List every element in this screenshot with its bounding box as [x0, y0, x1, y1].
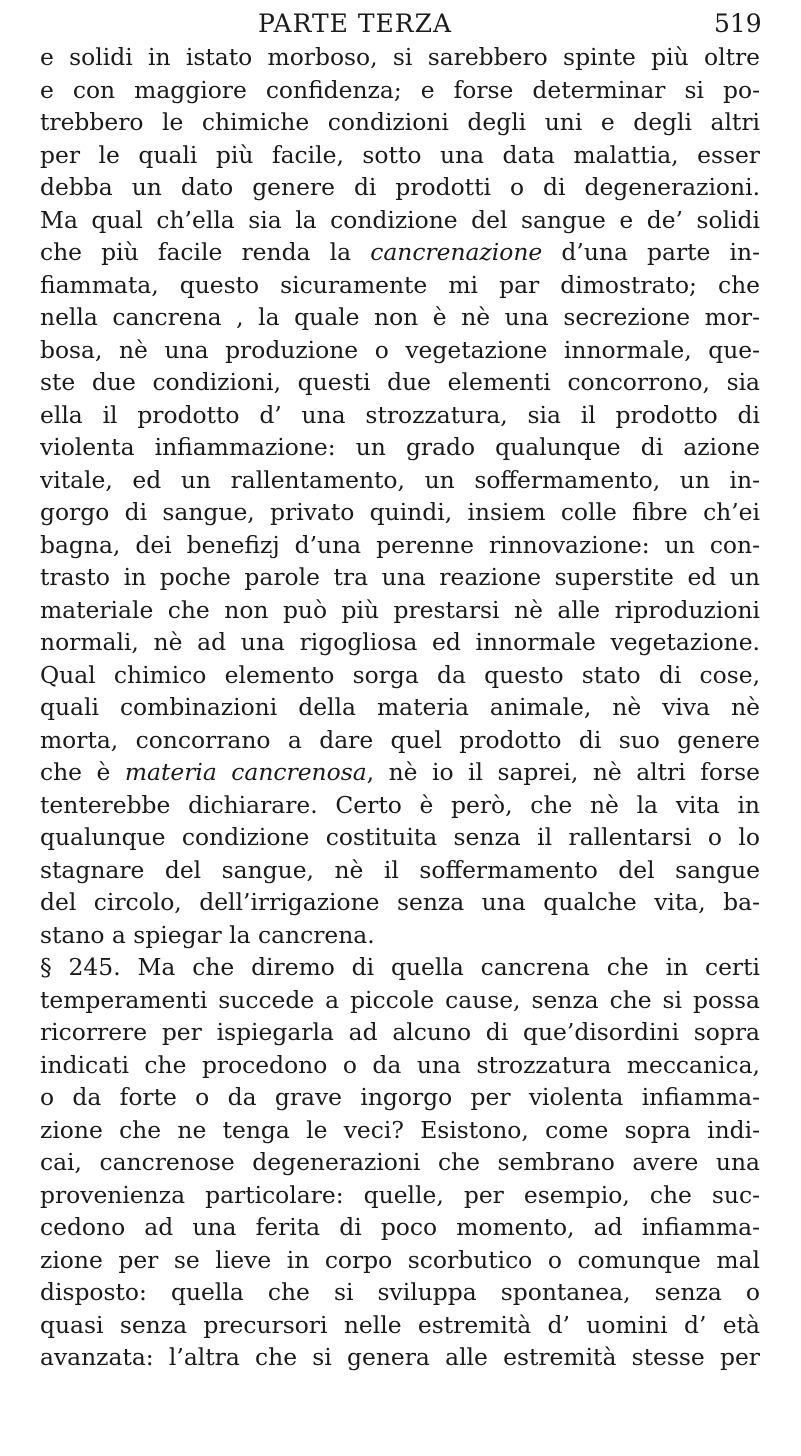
text-segment: trasto in poche parole tra una reazione superstite ed un — [40, 563, 760, 591]
text-line — [40, 854, 760, 887]
text-segment: zione che ne tenga le veci? Esistono, come sopra indi- — [40, 1115, 760, 1144]
text-line — [40, 269, 760, 302]
text-segment: vitale, ed un rallentamento, un soffermamento, un in- — [40, 465, 760, 494]
text-segment: qualunque condizione costituita senza il rallentarsi o lo — [40, 823, 760, 851]
text-line — [40, 74, 760, 107]
text-line — [40, 626, 760, 659]
text-segment: bosa, nè una produzione o vegetazione innormale, que- — [40, 335, 760, 364]
text-line — [40, 1081, 760, 1114]
page-number: 519 — [714, 9, 762, 38]
text-line — [40, 366, 760, 399]
italic-term: cancrenazione — [370, 238, 543, 266]
text-line — [40, 984, 760, 1017]
text-line — [40, 1341, 760, 1374]
text-segment: violenta infiammazione: un grado qualunque di azione — [40, 433, 760, 461]
text-line — [40, 106, 760, 139]
page-header — [0, 6, 801, 42]
text-line — [40, 1211, 760, 1244]
text-line — [40, 919, 760, 952]
text-line — [40, 431, 760, 464]
text-segment: § 245. Ma che diremo di quella cancrena che in certi — [40, 953, 760, 981]
text-line — [40, 529, 760, 562]
text-segment: disposto: quella che si sviluppa spontanea, senza o — [40, 1278, 760, 1306]
text-line — [40, 886, 760, 919]
text-segment: o da forte o da grave ingorgo per violenta infiamma- — [40, 1083, 760, 1111]
text-segment: del circolo, dell’irrigazione senza una qualche vita, ba- — [40, 888, 760, 916]
text-segment: ella il prodotto d’ una strozzatura, sia il prodotto di — [40, 400, 760, 429]
text-line — [40, 139, 760, 172]
text-segment: bagna, dei benefizj d’una perenne rinnovazione: un con- — [40, 530, 760, 559]
text-line — [40, 659, 760, 692]
text-line — [40, 41, 760, 74]
text-segment: provenienza particolare: quelle, per esempio, che suc- — [40, 1180, 760, 1209]
text-segment: morta, concorrano a dare quel prodotto di suo genere — [40, 725, 760, 754]
text-line — [40, 691, 760, 724]
text-line — [40, 204, 760, 237]
text-segment: e solidi in istato morboso, si sarebbero spinte più oltre — [40, 43, 760, 71]
text-line — [40, 1276, 760, 1309]
text-segment: Ma qual ch’ella sia la condizione del sangue e de’ solidi — [40, 205, 760, 234]
text-segment: gorgo di sangue, privato quindi, insiem colle fibre ch’ei — [40, 498, 760, 526]
text-segment: che è — [40, 758, 125, 786]
text-segment: zione per se lieve in corpo scorbutico o comunque mal — [40, 1245, 760, 1274]
text-segment: normali, nè ad una rigogliosa ed innormale vegetazione. — [40, 628, 760, 656]
text-segment: cai, cancrenose degenerazioni che sembrano avere una — [40, 1148, 760, 1176]
text-segment: nella cancrena , la quale non è nè una secrezione mor- — [40, 303, 760, 331]
text-line — [40, 594, 760, 627]
text-segment: e con maggiore confidenza; e forse determinar si po- — [40, 75, 760, 104]
text-segment: stagnare del sangue, nè il soffermamento del sangue — [40, 855, 760, 884]
text-segment: per le quali più facile, sotto una data malattia, esser — [40, 140, 760, 169]
text-line — [40, 464, 760, 497]
text-segment: avanzata: l’altra che si genera alle estremità stesse per — [40, 1343, 760, 1371]
text-line — [40, 1179, 760, 1212]
text-segment: debba un dato genere di prodotti o di degenerazioni. — [40, 173, 760, 201]
text-segment: quali combinazioni della materia animale, nè viva nè — [40, 693, 760, 721]
body-text — [40, 41, 760, 1374]
text-segment: d’una parte in- — [542, 238, 760, 266]
italic-term: materia cancrenosa — [124, 758, 367, 786]
text-line — [40, 496, 760, 529]
text-segment: indicati che procedono o da una strozzatura meccanica, — [40, 1050, 760, 1079]
text-line — [40, 1016, 760, 1049]
text-line — [40, 1049, 760, 1082]
text-line — [40, 399, 760, 432]
text-line — [40, 171, 760, 204]
text-segment: ricorrere per ispiegarla ad alcuno di que’disordini sopra — [40, 1018, 760, 1046]
text-segment: , nè io il saprei, nè altri forse — [366, 758, 760, 786]
text-segment: materiale che non può più prestarsi nè alle riproduzioni — [40, 595, 760, 624]
text-segment: che più facile renda la — [40, 238, 371, 266]
text-line — [40, 1309, 760, 1342]
text-segment: trebbero le chimiche condizioni degli uni e degli altri — [40, 108, 760, 136]
text-segment: quasi senza precursori nelle estremità d’ uomini d’ età — [40, 1310, 760, 1339]
text-segment: Qual chimico elemento sorga da questo stato di cose, — [40, 660, 760, 689]
text-line — [40, 334, 760, 367]
text-line — [40, 821, 760, 854]
text-line — [40, 1146, 760, 1179]
text-line — [40, 1244, 760, 1277]
text-line — [40, 951, 760, 984]
text-line — [40, 789, 760, 822]
text-line — [40, 1114, 760, 1147]
text-segment: cedono ad una ferita di poco momento, ad infiamma- — [40, 1213, 760, 1241]
text-line — [40, 236, 760, 269]
text-segment: ste due condizioni, questi due elementi concorrono, sia — [40, 368, 760, 396]
text-segment: tenterebbe dichiarare. Certo è però, che nè la vita in — [40, 790, 760, 819]
text-line — [40, 561, 760, 594]
text-line — [40, 724, 760, 757]
text-line — [40, 301, 760, 334]
text-line — [40, 756, 760, 789]
running-head: PARTE TERZA — [258, 9, 453, 38]
text-segment: temperamenti succede a piccole cause, senza che si possa — [40, 985, 760, 1014]
text-segment: stano a spiegar la cancrena. — [40, 920, 375, 949]
text-segment: fiammata, questo sicuramente mi par dimostrato; che — [40, 270, 760, 299]
